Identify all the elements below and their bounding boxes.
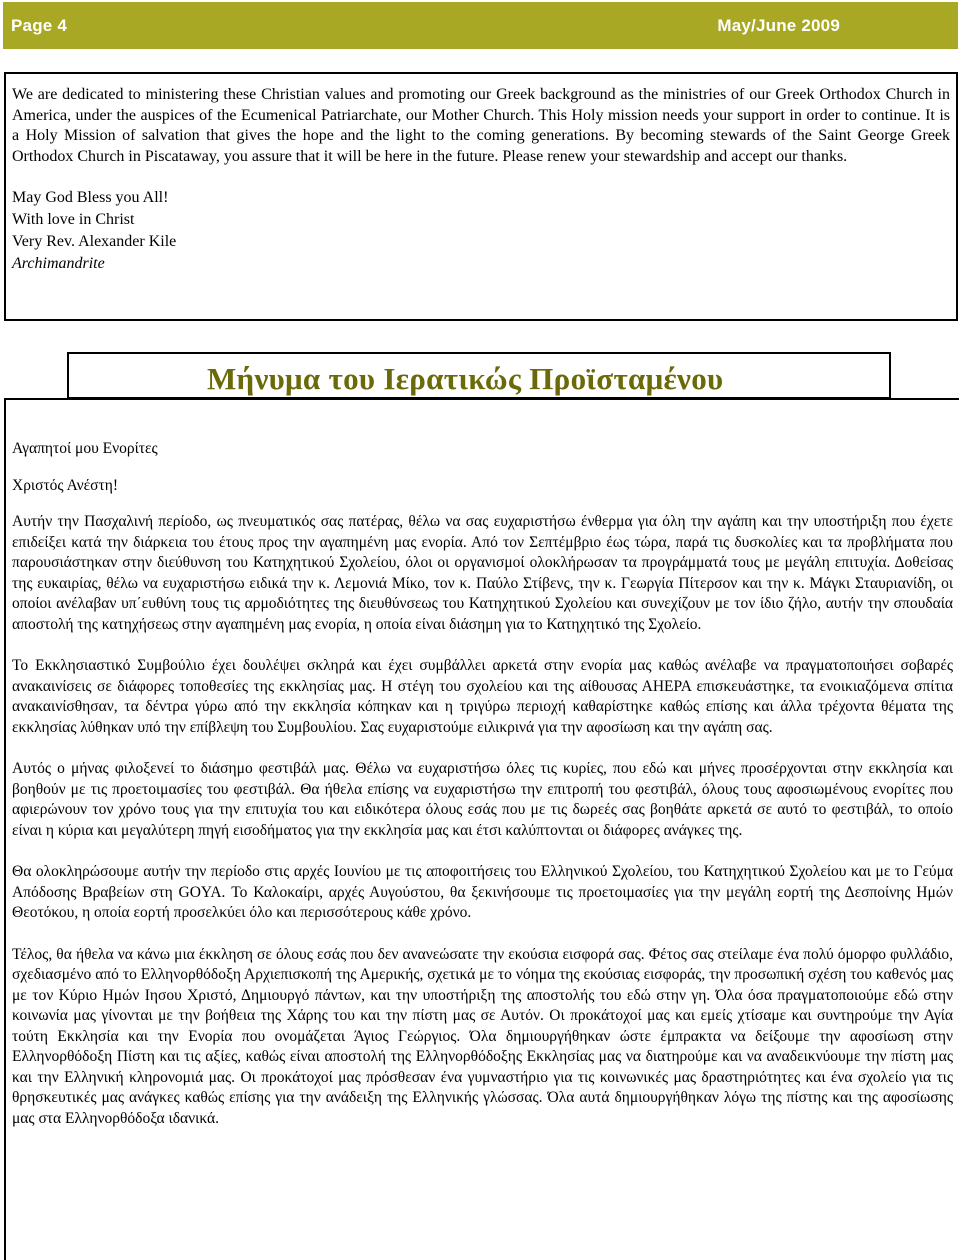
salutation: Αγαπητοί μου Ενορίτες bbox=[12, 440, 158, 457]
paragraph: Αυτός ο μήνας φιλοξενεί το διάσημο φεστιβάλ μας. Θέλω να ευχαριστήσω όλες τις κυρίες, που εδώ και μήνες προσέρχονται στην εκκλησία και βοηθούν με τις προετοιμασίες του φεστιβάλ. Θα ήθελα επίσης να ευχαριστήσω την επιτροπή του φεστιβάλ, όλους τους αφοσιωμένους ενορίτες που αφιερώνουν τον χρόνο τους για την επιτυχία του και ειδικότερα όλους εσάς που με τις δωρεές σας βοηθάτε αρκετά σε αυτό το φεστιβάλ, το οποίο είναι η κύρια και μεγαλύτερη πηγή εισοδήματος για την εκκλησία μας και έτσι καλύπτονται οι διάφορες ανάγκες της. bbox=[12, 760, 953, 839]
letter-signature-block bbox=[12, 187, 950, 275]
letter-body: We are dedicated to ministering these Christian values and promoting our Greek background as the ministries of our Greek Orthodox Church in America, under the auspices of the Ecumenical Patriarchate, our Mother Church. This Holy mission needs your support in order to continue. It is a Holy Mission of salvation that gives the hope and the light to the coming generations. By becoming stewards of the Saint George Greek Orthodox Church in Piscataway, you assure that it will be here in the future. Please renew your stewardship and accept our thanks. bbox=[12, 86, 950, 165]
paragraph: Τέλος, θα ήθελα να κάνω μια έκκληση σε όλους εσάς που δεν ανανεώσατε την εκούσια εισφορά σας. Φέτος σας στείλαμε ένα πολύ όμορφο φυλλάδιο, σχεδιασμένο από το Ελληνορθόδοξη Αρχιεπισκοπή της Αμερικής, σχετικά με το νόημα της εκούσιας εισφοράς, την προσωπική σχέση του καθενός μας με τον Κύριο Ημών Ιησου Χριστό, Δημιουργό πάντων, και την υποστήριξη της αποστολής του εδώ στην γη. Όλα όσα πραγματοποιούμε εδώ στην κοινωνία μας γίνονται με την βοήθεια της Χάρης του και την πίστη μας σε Αυτόν. Οι προκάτοχοί μας και εμείς χτίσαμε και συντηρούμε την Αγία τούτη Εκκλησία και την Ενορία που ονομάζεται Άγιος Γεώργιος. Όλα δημιουργήθηκαν ώστε έμπρακτα να δείξουμε την αφοσίωση στην Ελληνορθόδοξη Πίστη και τις αξίες, καθώς είναι αποστολή της Ελληνορθόδοξης Εκκλησίας μας να διατηρούμε και να αναδεικνύουμε την πίστη μας και την Ελληνική κληρονομιά μας. Οι προκάτοχοί μας πρόσθεσαν ένα γυμναστήριο για τις κοινωνικές μας δραστηριότητες και ένα σχολείο για τις θρησκευτικές μας ανάγκες καθώς επίσης για την ανάδειξη της Ελληνικής γλώσσας. Όλα αυτά δημιουργήθηκαν λόγω της πίστης και της αφοσίωσης μας στα Ελληνορθόδοξα ιδανικά. bbox=[12, 945, 953, 1127]
english-letter-box bbox=[4, 72, 958, 321]
page-header-bar bbox=[3, 2, 958, 49]
signer-name: Very Rev. Alexander Kile bbox=[12, 233, 177, 250]
section-title: Μήνυμα του Ιερατικώς Προϊσταμένου bbox=[207, 361, 724, 396]
easter-greeting: Χριστός Ανέστη! bbox=[12, 476, 119, 494]
paragraph: Το Εκκλησιαστικό Συμβούλιο έχει δουλέψει σκληρά και έχει συμβάλλει αρκετά στην ενορία μας καθώς ανέλαβε να πραγματοποιήσει σοβαρές ανακαινίσεις σε διάφορες τοποθεσίες της εκκλησίας μας. Η στέγη του σχολείου και της αίθουσας ΑΗΕΡΑ επισκευάστηκε, τα ενοικιαζόμενα σπίτια ανακαινίσθησαν, τα δέντρα γύρω από την εκκλησία κόπηκαν και η τριγύρω περιοχή καθαρίστηκε καθώς επίσης και άλλα τρέχοντα θέματα της εκκλησίας λύθηκαν υπό την επίβλεψη του Συμβουλίου. Σας ευχαριστούμε ειλικρινά για την αφοσίωση και την αγάπη σας. bbox=[12, 657, 953, 736]
signer-title: Archimandrite bbox=[12, 255, 105, 272]
closing-love: With love in Christ bbox=[12, 211, 135, 228]
page-number: Page 4 bbox=[11, 15, 68, 35]
paragraph: Αυτήν την Πασχαλινή περίοδο, ως πνευματικός σας πατέρας, θέλω να σας ευχαριστήσω ένθερμα για όλη την αγάπη και την υποστήριξη που έχετε επιδείξει κατά την διάρκεια του έτους προς την αγαπημένη μας ενορία. Από τον Σεπτέμβριο έως τώρα, παρά τις δυσκολίες και τα προβλήματα που παρουσιάστηκαν στην διεύθυνση του Κατηχητικού Σχολείου, όλοι οι οργανισμοί ολοκλήρωσαν τα προγράμματά τους με μεγάλη επιτυχία. Δοθείσας της ευκαιρίας, θέλω να ευχαριστήσω ειδικά την κ. Λεμονιά Μίκο, τον κ. Παύλο Στίβενς, την κ. Γεωργία Πίτερσον και την κ. Μάγκι Σταυριανίδη, οι οποίοι ανέλαβαν υπ΄ευθύνη τους τις αρμοδιότητες της διευθύνσεως του Κατηχητικού Σχολείου και συνεχίζουν με τον ίδιο ζήλο, αυτήν την σπουδαία αποστολή της κατηχήσεως στην αγαπημένη μας ενορία, η οποία είναι διάσημη για το Κατηχητικό της Σχολείο. bbox=[12, 513, 953, 633]
greek-message-box bbox=[4, 398, 959, 1260]
closing-blessing: May God Bless you All! bbox=[12, 189, 169, 206]
paragraph: Θα ολοκληρώσουμε αυτήν την περίοδο στις αρχές Ιουνίου με τις αποφοιτήσεις του Ελληνικού Σχολείου, του Κατηχητικού Σχολείου και με το Γεύμα Απόδοσης Βραβείων στη GOYA. Το Καλοκαίρι, αρχές Αυγούστου, θα ξεκινήσουμε τις προετοιμασίες για την μεγάλη εορτή της Δεσποίνης Ημών Θεοτόκου, η οποία εορτή προσελκύει όλο και περισσότερους κάθε χρόνο. bbox=[12, 863, 953, 921]
issue-date: May/June 2009 bbox=[717, 15, 840, 35]
